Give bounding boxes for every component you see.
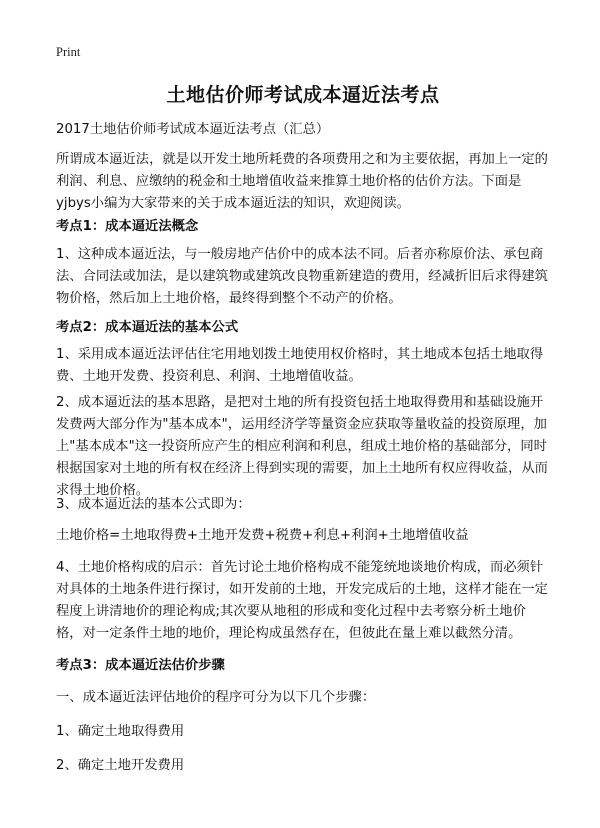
section-2-paragraph-2: 2、成本逼近法的基本思路，是把对土地的所有投资包括土地取得费用和基础设施开发费两大部分作为"基本成本"，运用经济学等量资金应获取等量收益的投资原理，加上"基本成本"这一投资所应产生的相应利润和利息，组成土地价格的基础部分，同时根据国家对土地的所有权在经济上得到实现的需要，加上土地所有权应得收益，从而求得土地价格。 (56, 395, 548, 498)
section-1-paragraph-1: 1、这种成本逼近法，与一般房地产估价中的成本法不同。后者亦称原价法、承包商法、合同法或加法，是以建筑物或建筑改良物重新建造的费用，经减折旧后求得建筑物价格，然后加上土地价格，最终得到整个不动产的价格。 (56, 247, 548, 306)
section-3-paragraph-1: 一、成本逼近法评估地价的程序可分为以下几个步骤： (56, 690, 376, 705)
formula-line: 土地价格=土地取得费+土地开发费+税费+利息+利润+土地增值收益 (56, 528, 469, 543)
section-3-heading: 考点3：成本逼近法估价步骤 (56, 658, 225, 673)
section-2-paragraph-4: 4、土地价格构成的启示：首先讨论土地价格构成不能笼统地谈地价构成，而必须针对具体的土地条件进行探讨，如开发前的土地，开发完成后的土地，这样才能在一定程度上讲清地价的理论构成;其次要从地租的形成和变化过程中去考察分析土地价格，对一定条件土地的地价，理论构成虽然存在，但彼此在量上难以截然分清。 (56, 560, 548, 641)
intro-paragraph: 所谓成本逼近法，就是以开发土地所耗费的各项费用之和为主要依据，再加上一定的利润、利息、应缴纳的税金和土地增值收益来推算土地价格的估价方法。下面是yjbys小编为大家带来的关于成本逼近法的知识，欢迎阅读。 (56, 152, 548, 211)
section-3-step-1: 1、确定土地取得费用 (56, 724, 185, 739)
section-2-heading: 考点2：成本逼近法的基本公式 (56, 320, 239, 335)
print-link[interactable]: Print (56, 45, 81, 59)
page-title: 土地估价师考试成本逼近法考点 (166, 84, 440, 106)
section-2-paragraph-3: 3、成本逼近法的基本公式即为： (56, 497, 251, 512)
section-3-step-2: 2、确定土地开发费用 (56, 758, 185, 773)
subtitle: 2017土地估价师考试成本逼近法考点（汇总） (56, 122, 330, 137)
section-2-paragraph-1: 1、采用成本逼近法评估住宅用地划拨土地使用权价格时，其土地成本包括土地取得费、土地开发费、投资利息、利润、土地增值收益。 (56, 347, 544, 384)
section-1-heading: 考点1：成本逼近法概念 (56, 219, 199, 234)
